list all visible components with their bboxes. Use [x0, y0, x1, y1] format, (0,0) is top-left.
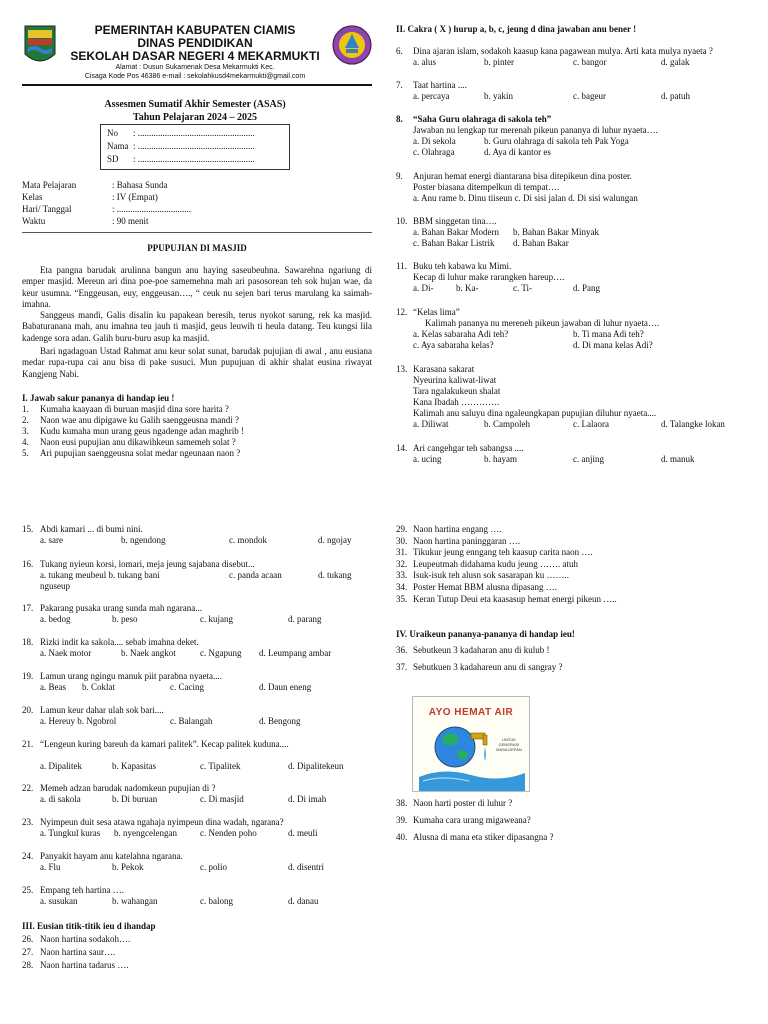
q24-option-a[interactable]: a. Flu [40, 862, 61, 872]
q23-option-b[interactable]: b. nyengcelengan [114, 828, 177, 838]
q14-text: Ari cangehgar teh sabangsa .... [413, 443, 524, 453]
q6-option-a[interactable]: a. alus [413, 57, 436, 67]
q2-number: 2. [22, 415, 29, 425]
q9-options[interactable]: a. Anu rame b. Dinu tiiseun c. Di sisi jalan d. Di sisi walungan [413, 193, 638, 203]
q19-option-c[interactable]: c. Cacing [170, 682, 204, 692]
q20-option-c[interactable]: c. Balangah [170, 716, 213, 726]
q1-number: 1. [22, 404, 29, 414]
info-label-time: Waktu [22, 216, 46, 226]
q3-text: Kudu kumaha mun urang geus ngadenge adan maghrib ! [40, 426, 244, 436]
q16-option-d-continued: nguseup [40, 581, 70, 591]
q22-option-a[interactable]: a. di sakola [40, 794, 81, 804]
q20-number: 20. [22, 705, 34, 715]
q4-text: Naon eusi pupujian anu dikawihkeun samemeh solat ? [40, 437, 236, 447]
school-header [60, 24, 330, 81]
q20-text: Lamun keur dahar ulah sok bari.... [40, 705, 164, 715]
q8-text: “Saha Guru olahraga di sakola teh” [413, 114, 552, 124]
q32-text: Leupeutmah didahama kudu jeung ……. atuh [413, 558, 578, 569]
q34-text: Poster Hemat BBM alusna dipasang …. [413, 581, 557, 592]
q34-number: 34. [396, 581, 408, 592]
q12-text: “Kelas lima” [413, 307, 460, 317]
q24-option-c[interactable]: c. polio [200, 862, 227, 872]
q13-verse-line-1: Nyeurina kaliwat-liwat [413, 375, 497, 385]
q16-option-c[interactable]: c. panda acaan [229, 570, 282, 580]
q16-text: Tukang nyieun korsi, lomari, meja jeung sajabana disebut... [40, 559, 255, 569]
q12-option-c[interactable]: c. Aya sabaraha kelas? [413, 340, 494, 350]
section1-title: I. Jawab sakur pananya di handap ieu ! [22, 393, 175, 403]
q6-option-d[interactable]: d. galak [661, 57, 690, 67]
q19-option-b[interactable]: b. Coklat [82, 682, 115, 692]
info-label-class: Kelas [22, 192, 43, 202]
q16-number: 16. [22, 559, 34, 569]
q1-text: Kumaha kaayaan di buruan masjid dina sore harita ? [40, 404, 229, 414]
section4-list [396, 645, 756, 679]
assessment-title-block [60, 98, 330, 124]
q22-number: 22. [22, 783, 34, 793]
q8-option-c[interactable]: c. Olahraga [413, 147, 455, 157]
header-divider [22, 84, 372, 86]
q7-number: 7. [396, 80, 403, 90]
q22-option-c[interactable]: c. Di masjid [200, 794, 244, 804]
q17-option-d[interactable]: d. parang [288, 614, 322, 624]
info-label-date: Hari/ Tanggal [22, 204, 72, 214]
q15-number: 15. [22, 524, 34, 534]
q19-number: 19. [22, 671, 34, 681]
q32-number: 32. [396, 558, 408, 569]
q13-option-a[interactable]: a. Diliwat [413, 419, 449, 429]
q11-option-d[interactable]: d. Pang [573, 283, 600, 293]
q25-number: 25. [22, 885, 34, 895]
info-value-class: : IV (Empat) [112, 192, 158, 202]
tut-wuri-handayani-logo [332, 24, 372, 66]
id-field-name[interactable]: : .................................................... [133, 141, 255, 151]
q39-text: Kumaha cara urang migaweana? [413, 815, 531, 825]
q7-option-a[interactable]: a. percaya [413, 91, 450, 101]
section4-title: IV. Uraikeun pananya-pananya di handap ieu! [396, 629, 575, 639]
id-label-no: No [107, 128, 118, 138]
q30-text: Naon hartina paninggaran …. [413, 535, 520, 546]
q28-number: 28. [22, 960, 34, 970]
q8-number: 8. [396, 114, 403, 124]
story-paragraph-2: Sanggeus mandi, Galis disalin ku papakean beresih, terus nyokot sarung, rek ka masjid. Babaturanana mah, anu imahna teu jauh ti masjid, geus leuwih ti heula datang. Teu kungsi lila kadenge sora adan. Galih buru-buru asup ka masjid. [22, 310, 372, 343]
q13-option-b[interactable]: b. Campoleh [484, 419, 530, 429]
q5-number: 5. [22, 448, 29, 458]
q28-text: Naon hartina tadarus …. [40, 960, 129, 970]
header-address: Alamat : Dusun Sukamenak Desa Mekarmukti Kec. [115, 64, 275, 71]
story-title: PPUPUJIAN DI MASJID [147, 243, 247, 253]
header-government: PEMERINTAH KABUPATEN CIAMIS [94, 23, 296, 37]
q10-text: BBM singgetan tina…. [413, 216, 497, 226]
section3-list-right [396, 524, 756, 605]
q16-option-ab[interactable]: a. tukang meubeul b. tukang bani [40, 570, 160, 580]
q13-option-d[interactable]: d. Talangke lokan [661, 419, 725, 429]
section1-list [22, 404, 372, 459]
q8-option-b[interactable]: b. Guru olahraga di sakola teh Pak Yoga [484, 136, 629, 146]
q12-number: 12. [396, 307, 408, 317]
q29-text: Naon hartina engang …. [413, 524, 502, 534]
q13-text: Karasana sakarat [413, 364, 475, 374]
q7-option-c[interactable]: c. bageur [573, 91, 606, 101]
q10-option-c[interactable]: c. Bahan Bakar Listrik [413, 238, 495, 248]
q33-number: 33. [396, 570, 408, 581]
q8-subtext: Jawaban nu lengkap tur merenah pikeun pananya di luhur nyaeta…. [413, 125, 658, 135]
header-contact: Cisaga Kode Pos 46386 e-mail : sekolahkusd4mekarmukti@gmail.com [84, 73, 306, 80]
q17-number: 17. [22, 603, 34, 613]
q11-number: 11. [396, 261, 407, 271]
q10-number: 10. [396, 216, 408, 226]
q13-verse-line-3: Kana Ibadah …………. [413, 397, 500, 407]
q9-text: Anjuran hemat energi diantarana bisa ditepikeun dina poster. [413, 171, 632, 181]
section4-list-2 [396, 798, 756, 849]
q14-option-a[interactable]: a. ucing [413, 454, 442, 464]
q18-number: 18. [22, 637, 34, 647]
poster-title: AYO HEMAT AIR [428, 707, 514, 718]
q38-text: Naon harti poster di luhur ? [413, 798, 513, 808]
q8-option-a[interactable]: a. Di sekola [413, 136, 456, 146]
q21-text: “Lengeun kuring bareuh da kamari palitek”. Kecap palitek kuduna.... [40, 739, 289, 749]
section3-list-left [22, 933, 372, 972]
q13-verse-line-2: Tara ngalakukeun shalat [413, 386, 501, 396]
q40-text: Alusna di mana eta stiker dipasangna ? [413, 832, 554, 842]
q21-option-c[interactable]: c. Tipalitek [200, 761, 241, 771]
q23-option-c[interactable]: c. Nenden poho [200, 828, 257, 838]
q20-option-d[interactable]: d. Bengong [259, 716, 301, 726]
id-label-name: Nama [107, 141, 129, 151]
q14-number: 14. [396, 443, 408, 453]
q7-text: Taat hartina .... [413, 80, 467, 90]
q4-number: 4. [22, 437, 29, 447]
q12-option-b[interactable]: b. Ti mana Adi teh? [573, 329, 644, 339]
poster-caption: UNTUK GENERASI MASA DEPAN [496, 737, 522, 752]
q33-text: Isuk-isuk teh alusn sok sasarapan ku …….. [413, 570, 569, 581]
q24-text: Panyakit hayam anu katelahna ngarana. [40, 851, 183, 861]
q9-subtext: Poster biasana ditempelkun di tempat…. [413, 182, 560, 192]
q22-text: Memeh adzan barudak nadomkeun pupujian di ? [40, 783, 216, 793]
q13-number: 13. [396, 364, 408, 374]
q24-option-b[interactable]: b. Pekok [112, 862, 144, 872]
q10-option-b[interactable]: b. Bahan Bakar Minyak [513, 227, 599, 237]
q23-number: 23. [22, 817, 34, 827]
q29-number: 29. [396, 524, 408, 534]
q12-subtext: Kalimah pananya nu mereneh pikeun jawaban di luhur nyaeta…. [425, 318, 660, 328]
q27-number: 27. [22, 947, 34, 957]
q25-option-a[interactable]: a. susukan [40, 896, 78, 906]
q36-number: 36. [396, 645, 408, 655]
q30-number: 30. [396, 535, 408, 546]
q15-option-d[interactable]: d. ngojay [318, 535, 352, 545]
assessment-title: Assesmen Sumatif Akhir Semester (ASAS) [104, 99, 286, 110]
q25-option-b[interactable]: b. wahangan [112, 896, 158, 906]
q21-option-a[interactable]: a. Dipalitek [40, 761, 82, 771]
q15-text: Abdi kamari ... di bumi nini. [40, 524, 143, 534]
q14-option-d[interactable]: d. manuk [661, 454, 695, 464]
info-value-time: : 90 menit [112, 216, 149, 226]
q17-option-b[interactable]: b. peso [112, 614, 138, 624]
q27-text: Naon hartina saur…. [40, 947, 116, 957]
story-paragraph-1: Eta pangna barudak arulinna bangun anu haying saseubeuhna. Sawarehna ngariung di emper masjid. Mereun ari dina poe-poe samemehna mah ari pasosorean teh sok hujan wae, da keur usumna. “Enggeusan, euy, enggeusan…., “ ceuk nu sejen bari terus marulang ka saimah-imahna. [22, 265, 372, 309]
q24-option-d[interactable]: d. disentri [288, 862, 324, 872]
q14-option-c[interactable]: c. anjing [573, 454, 604, 464]
q36-text: Sebutkeun 3 kadaharan anu di kulub ! [413, 645, 550, 655]
q18-option-c[interactable]: c. Ngapung [200, 648, 242, 658]
q3-number: 3. [22, 426, 29, 436]
info-value-date[interactable]: : ................................. [112, 204, 192, 214]
q37-number: 37. [396, 662, 408, 672]
q26-number: 26. [22, 934, 34, 944]
q12-option-a[interactable]: a. Kelas sabaraha Adi teh? [413, 329, 509, 339]
q9-number: 9. [396, 171, 403, 181]
q24-number: 24. [22, 851, 34, 861]
q5-text: Ari pupujian saenggeusna solat medar ngeunaan naon ? [40, 448, 241, 458]
q18-option-a[interactable]: a. Naek motor [40, 648, 92, 658]
section3-title: III. Eusian titik-titik ieu d ihandap [22, 921, 156, 931]
id-field-sd[interactable]: : .................................................... [133, 154, 255, 164]
q19-option-a[interactable]: a. Beas [40, 682, 66, 692]
q16-option-d[interactable]: d. tukang [318, 570, 352, 580]
q11-text: Buku teh kabawa ku Mimi. [413, 261, 512, 271]
q14-option-b[interactable]: b. hayam [484, 454, 517, 464]
q35-number: 35. [396, 593, 408, 604]
q25-option-c[interactable]: c. balong [200, 896, 233, 906]
q10-option-a[interactable]: a. Bahan Bakar Modern [413, 227, 499, 237]
q39-number: 39. [396, 815, 408, 825]
id-field-no[interactable]: : .................................................... [133, 128, 255, 138]
q13-subtext: Kalimah anu saluyu dina ngaleungkapan pupujian diluhur nyaeta.... [413, 408, 657, 418]
q6-option-b[interactable]: b. pinter [484, 57, 514, 67]
q25-text: Empang teh hartina …. [40, 885, 124, 895]
q6-option-c[interactable]: c. bangor [573, 57, 607, 67]
q13-option-c[interactable]: c. Lalaora [573, 419, 609, 429]
school-year: Tahun Pelajaran 2024 – 2025 [132, 112, 258, 123]
q11-option-b[interactable]: b. Ka- [456, 283, 479, 293]
q26-text: Naon hartina sodakoh…. [40, 934, 131, 944]
section2-title: II. Cakra ( X ) hurup a, b, c, jeung d dina jawaban anu bener ! [396, 24, 637, 34]
q6-number: 6. [396, 46, 403, 56]
q15-option-c[interactable]: c. mondok [229, 535, 267, 545]
q11-option-c[interactable]: c. Ti- [513, 283, 533, 293]
q18-option-b[interactable]: b. Naek angkot [121, 648, 176, 658]
info-label-subject: Mata Pelajaran [22, 180, 77, 190]
q17-text: Pakarang pusaka urang sunda mah ngarana... [40, 603, 202, 613]
ciamis-regency-logo [22, 24, 58, 66]
q23-option-a[interactable]: a. Tungkul kuras [40, 828, 101, 838]
id-label-sd: SD [107, 154, 119, 164]
q40-number: 40. [396, 832, 408, 842]
q38-number: 38. [396, 798, 408, 808]
q19-text: Lamun urang ngingu manuk piit parabna nyaeta.... [40, 671, 222, 681]
q11-option-a[interactable]: a. Di- [413, 283, 434, 293]
q25-option-d[interactable]: d. danau [288, 896, 319, 906]
water-saving-poster [412, 696, 530, 792]
q21-number: 21. [22, 739, 34, 749]
q15-option-a[interactable]: a. sare [40, 535, 63, 545]
q10-option-d[interactable]: d. Bahan Bakar [513, 238, 569, 248]
student-id-box [100, 124, 290, 170]
header-school-name: SEKOLAH DASAR NEGERI 4 MEKARMUKTI [70, 49, 320, 63]
q20-option-ab[interactable]: a. Hereuy b. Ngobrol [40, 716, 117, 726]
q7-option-d[interactable]: d. patuh [661, 91, 690, 101]
q17-option-a[interactable]: a. bedog [40, 614, 71, 624]
q18-text: Rizki indit ka sakola.... sebab imahna deket. [40, 637, 199, 647]
q18-option-d[interactable]: d. Leumpang ambar [259, 648, 332, 658]
q8-option-d[interactable]: d. Aya di kantor es [484, 147, 551, 157]
q31-number: 31. [396, 547, 408, 558]
info-value-subject: : Bahasa Sunda [112, 180, 168, 190]
story-paragraph-3: Bari ngadagoan Ustad Rahmat anu keur solat sunat, barudak pujujian di awal , anu eusiana medar rupa-rupa cai anu bisa di pake susuci. Mun pupujuan di akhir shalat eusina riwayat Kangjeng Nabi. [22, 346, 372, 379]
q15-option-b[interactable]: b. ngendong [121, 535, 166, 545]
q6-text: Dina ajaran islam, sodakoh kaasup kana pagawean mulya. Arti kata mulya nyaeta ? [413, 46, 713, 56]
q22-option-b[interactable]: b. Di buruan [112, 794, 158, 804]
q31-text: Tikukur jeung enngang teh kaasup carita naon …. [413, 547, 593, 558]
header-department: DINAS PENDIDIKAN [137, 36, 253, 50]
q23-option-d[interactable]: d. meuli [288, 828, 318, 838]
q17-option-c[interactable]: c. kujang [200, 614, 233, 624]
q21-option-d[interactable]: d. Dipalitekeun [288, 761, 344, 771]
q22-option-d[interactable]: d. Di imah [288, 794, 327, 804]
q19-option-d[interactable]: d. Daun eneng [259, 682, 312, 692]
q2-text: Naon wae anu dipigawe ku Galih saenggeusna mandi ? [40, 415, 239, 425]
q35-text: Keran Tutup Deui eta kaasasup hemat energi pikeun ….. [413, 593, 617, 604]
q12-option-d[interactable]: d. Di mana kelas Adi? [573, 340, 653, 350]
q21-option-b[interactable]: b. Kapasitas [112, 761, 156, 771]
info-divider [22, 232, 372, 233]
q7-option-b[interactable]: b. yakin [484, 91, 513, 101]
q11-subtext: Kecap di luhur make rarangken hareup…. [413, 272, 565, 282]
exam-info [22, 179, 322, 227]
q23-text: Nyimpeun duit sesa atawa ngahaja nyimpeun dina wadah, ngarana? [40, 817, 284, 827]
q37-text: Sebutkuen 3 kadahareun anu di sangray ? [413, 662, 563, 672]
